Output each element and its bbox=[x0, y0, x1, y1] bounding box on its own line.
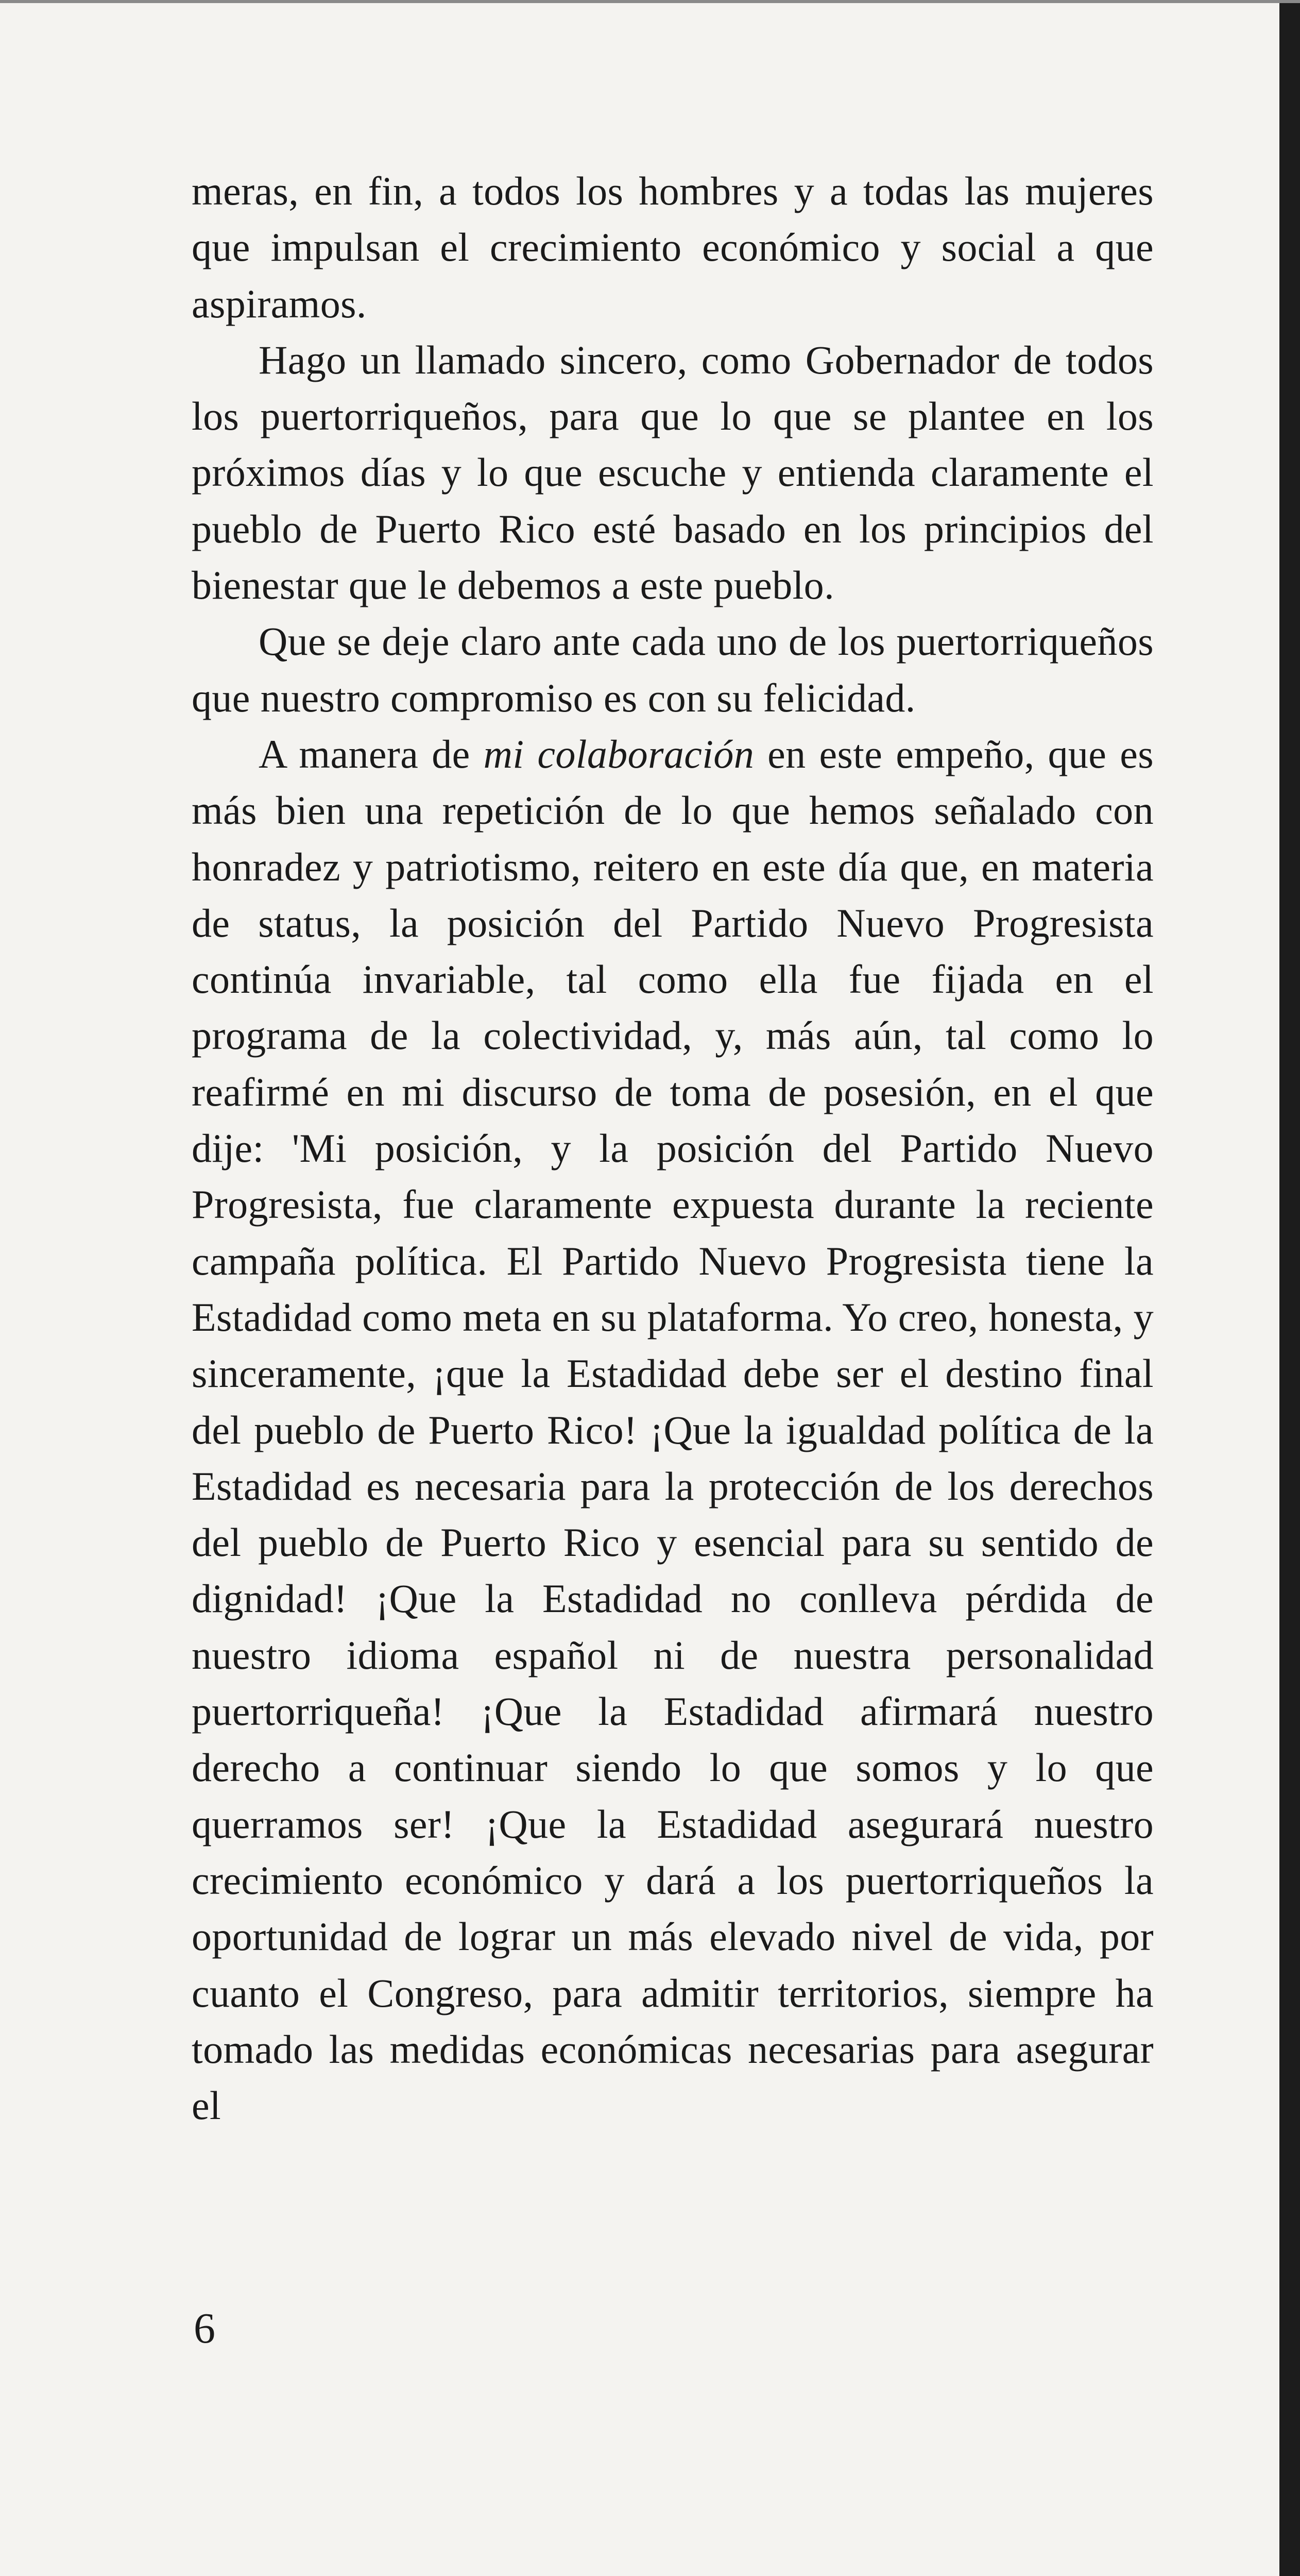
body-text bbox=[192, 163, 1154, 2133]
paragraph-3 bbox=[192, 613, 1154, 726]
paragraph-4-italic: mi colaboración bbox=[483, 731, 755, 776]
paragraph-3-text: Que se deje claro ante cada uno de los puertorriqueños que nuestro compromiso es con su felicidad. bbox=[192, 619, 1154, 720]
scan-edge bbox=[1279, 0, 1300, 2576]
paragraph-4-text-rest: en este empeño, que es más bien una repetición de lo que hemos señalado con honradez y patriotismo, reitero en este día que, en materia de status, la posición del Partido Nuevo Progresista continúa invariable, tal como ella fue fijada en el programa de la colectividad, y, más aún, tal como lo reafirmé en mi discurso de toma de posesión, en el que dije: 'Mi posición, y la posición del Partido Nuevo Progresista, fue claramente expuesta durante la reciente campaña política. El Partido Nuevo Progresista tiene la Estadidad como meta en su plataforma. Yo creo, honesta, y sinceramente, ¡que la Estadidad debe ser el destino final del pueblo de Puerto Rico! ¡Que la igualdad política de la Estadidad es necesaria para la protección de los derechos del pueblo de Puerto Rico y esencial para su sentido de dignidad! ¡Que la Estadidad no conlleva pérdida de nuestro idioma español ni de nuestra personalidad puertorriqueña! ¡Que la Estadidad afirmará nuestro derecho a continuar siendo lo que somos y lo que querramos ser! ¡Que la Estadidad asegurará nuestro crecimiento económico y dará a los puertorriqueños la oportunidad de lograr un más elevado nivel de vida, por cuanto el Congreso, para admitir territorios, siempre ha tomado las medidas económicas necesarias para asegurar el bbox=[192, 731, 1154, 2128]
paragraph-1 bbox=[192, 163, 1154, 332]
page-number: 6 bbox=[194, 2304, 215, 2352]
paragraph-2-text: Hago un llamado sincero, como Gobernador de todos los puertorriqueños, para que lo que se plantee en los próximos días y lo que escuche y entienda claramente el pueblo de Puerto Rico esté basado en los principios del bienestar que le debemos a este pueblo. bbox=[192, 337, 1154, 608]
paragraph-1-text: meras, en fin, a todos los hombres y a todas las mujeres que impulsan el crecimiento económico y social a que aspiramos. bbox=[192, 168, 1154, 326]
paragraph-4 bbox=[192, 726, 1154, 2133]
scan-top-edge bbox=[0, 0, 1300, 3]
paragraph-4-text-start: A manera de bbox=[259, 731, 484, 776]
paragraph-2 bbox=[192, 332, 1154, 613]
